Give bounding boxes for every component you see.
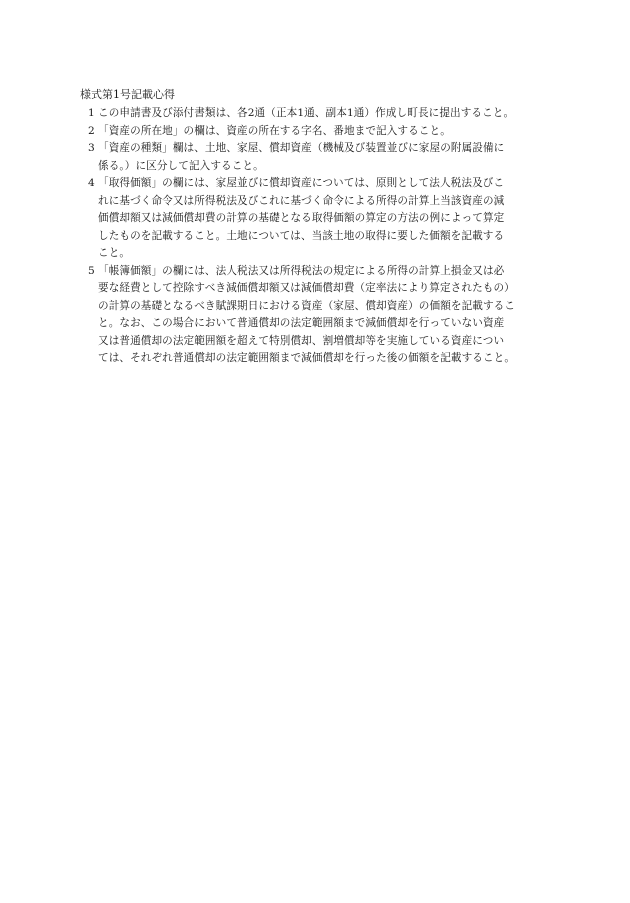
item-text-line: 「帳簿価額」の欄には、法人税法又は所得税法の規定による所得の計算上損金又は必 [98, 264, 505, 277]
item-number: 3 [88, 142, 95, 154]
item-text-line: ては、それぞれ普通償却の法定範囲額まで減価償却を行った後の価額を記載すること。 [98, 352, 516, 364]
list-item [80, 123, 555, 141]
item-text-line: れに基づく命令又は所得税法及びこれに基づく命令による所得の計算上当該資産の減 [98, 194, 505, 207]
item-text-line: 「資産の所在地」の欄は、資産の所在する字名、番地まで記入すること。 [98, 124, 451, 137]
item-number: 1 [88, 107, 95, 119]
item-text-line: 要な経費として控除すべき減価償却額又は減価償却費（定率法により算定されたもの） [98, 282, 515, 294]
item-text-line: こと。 [98, 247, 131, 259]
item-number: 5 [88, 264, 95, 277]
item-number: 2 [88, 124, 95, 137]
item-number: 4 [88, 177, 95, 189]
list-item [80, 175, 555, 263]
item-text-line: と。なお、この場合において普通償却の法定範囲額まで減価償却を行っていない資産 [98, 317, 505, 329]
item-text-line: 価償却額又は減価償却費の計算の基礎となる取得価額の算定の方法の例によって算定 [98, 212, 505, 224]
item-text-line: したものを記載すること。土地については、当該土地の取得に要した価額を記載する [98, 229, 505, 242]
item-text-line: 「取得価額」の欄には、家屋並びに償却資産については、原則として法人税法及びこ [98, 177, 505, 189]
document-title: 様式第1号記載心得 [80, 88, 175, 101]
list-item [80, 140, 555, 175]
item-text-line: 係る。）に区分して記入すること。 [98, 159, 264, 172]
document-content [80, 86, 555, 368]
item-text-line: 又は普通償却の法定範囲額を超えて特別償却、割増償却等を実施している資産につい [98, 334, 505, 347]
item-text-line: の計算の基礎となるべき賦課期日における資産（家屋、償却資産）の価額を記載するこ [98, 299, 516, 312]
item-text-line: 「資産の種類」欄は、土地、家屋、償却資産（機械及び装置並びに家屋の附属設備に [98, 142, 505, 154]
item-text-line: この申請書及び添付書類は、各2通（正本1通、副本1通）作成し町長に提出すること。 [98, 107, 515, 119]
list-item [80, 263, 555, 368]
list-item [80, 105, 555, 123]
